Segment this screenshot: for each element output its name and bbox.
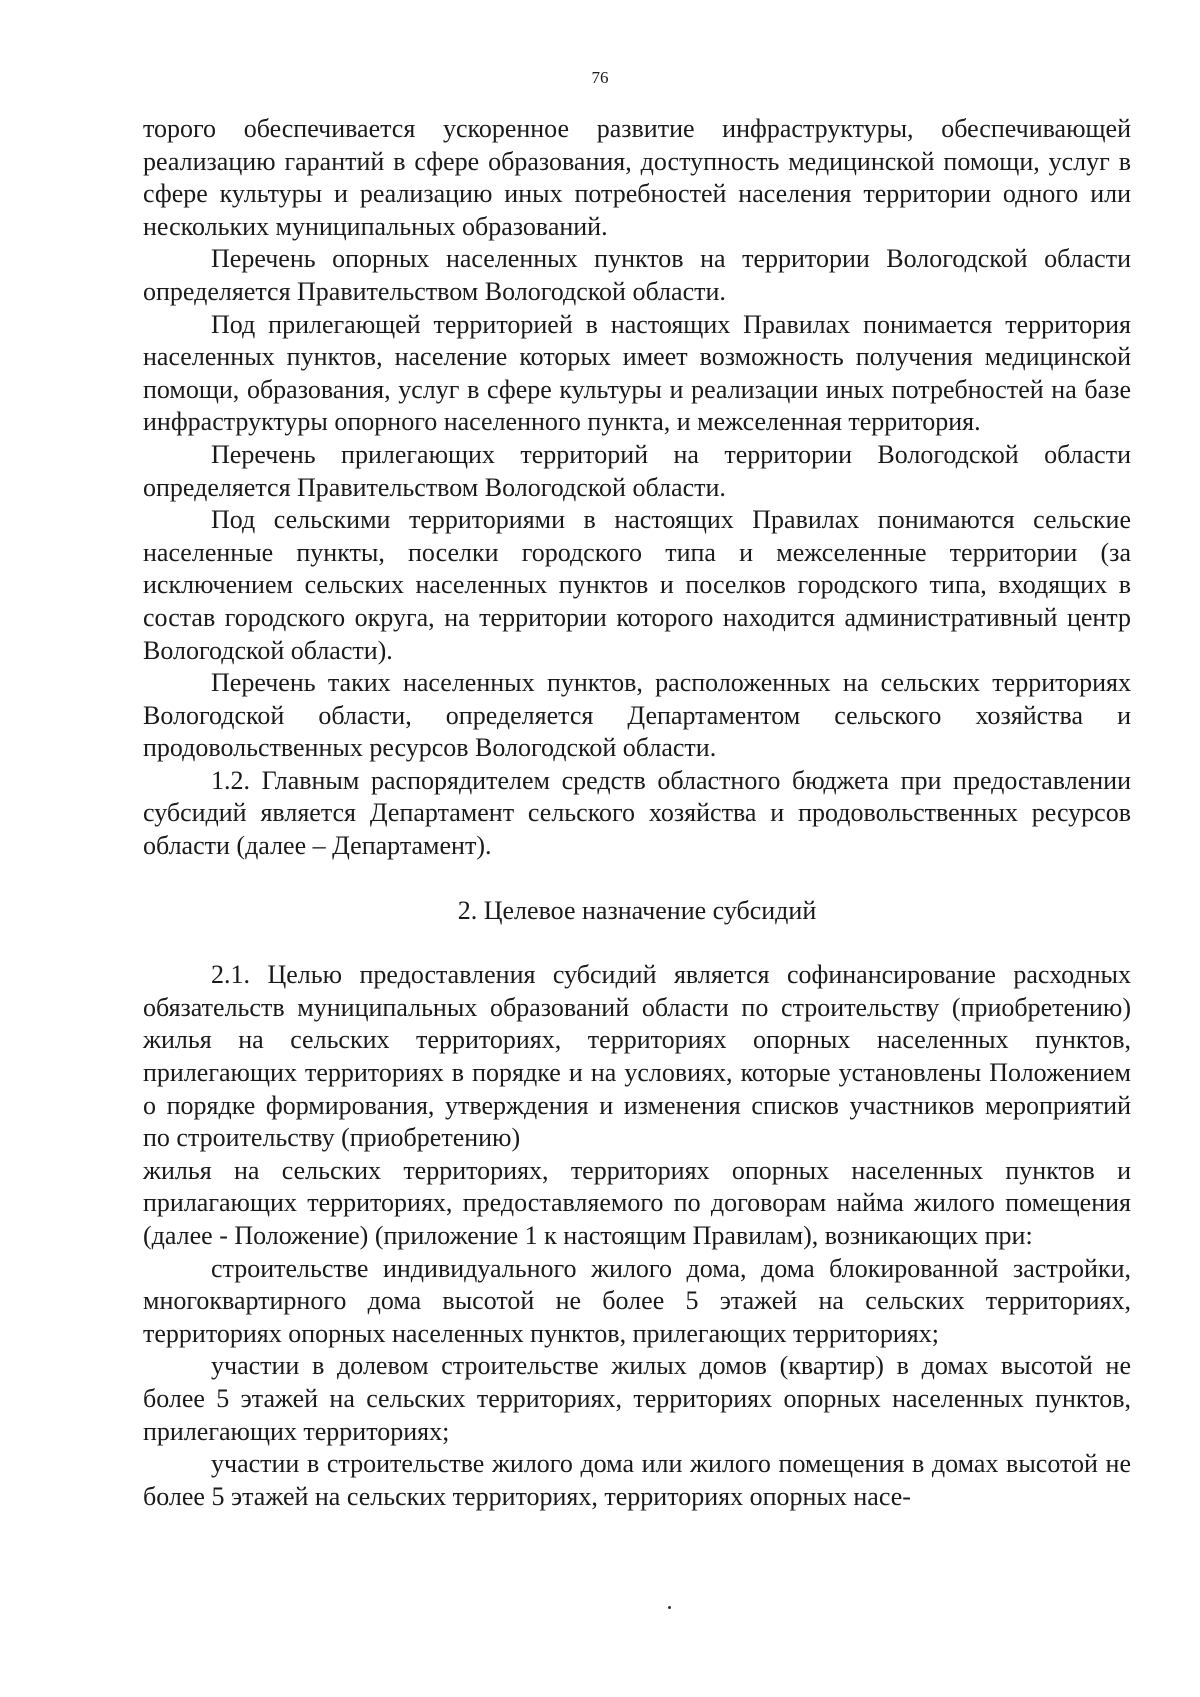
paragraph-1-2: 1.2. Главным распорядителем средств областного бюджета при предоставлении субсидий является Департамент сельского хозяйства и продовольственных ресурсов области (далее – Департамент). [143, 765, 1131, 861]
section-heading: 2. Целевое назначение субсидий [457, 895, 817, 925]
paragraph-adjacent-territory-list: Перечень прилегающих территорий на территории Вологодской области определяется Правительством Вологодской области. [143, 439, 1131, 502]
scan-speck [668, 1606, 671, 1609]
list-item-shared-construction: участии в долевом строительстве жилых домов (квартир) в домах высотой не более 5 этажей на сельских территориях, территориях опорных населенных пунктов, прилегающих территориях; [143, 1351, 1131, 1446]
paragraph-support-settlements: Перечень опорных населенных пунктов на территории Вологодской области определяется Правительством Вологодской области. [143, 244, 1131, 306]
list-item-construction: строительстве индивидуального жилого дома, дома блокированной застройки, многоквартирного дома высотой не более 5 этажей на сельских территориях, территориях опорных населенных пунктов, прилегающих территориях; [143, 1253, 1131, 1348]
page-number: 76 [591, 68, 609, 87]
paragraph-rural-settlements-list: Перечень таких населенных пунктов, расположенных на сельских территориях Вологодской области, определяется Департаментом сельского хозяйства и продовольственных ресурсов Вологодской области. [143, 668, 1131, 763]
paragraph-adjacent-territory-definition: Под прилегающей территорией в настоящих Правилах понимается территория населенных пунктов, население которых имеет возможность получения медицинской помощи, образования, услуг в сфере культуры и реализации иных потребностей на базе инфраструктуры опорного населенного пункта, и межселенная территория. [143, 309, 1131, 437]
paragraph-2-1-continuation: жилья на сельских территориях, территориях опорных населенных пунктов и прилагающих территориях, предоставляемого по договорам найма жилого помещения (далее - Положение) (приложение 1 к настоящим Правилам), возникающих при: [143, 1155, 1131, 1250]
paragraph-2-1: 2.1. Целью предоставления субсидий является софинансирование расходных обязательств муниципальных образований области по строительству (приобретению) жилья на сельских территориях, территориях опорных населенных пунктов, прилегающих территориях в порядке и на условиях, которые установлены Положением о порядке формирования, утверждения и изменения списков участников мероприятий по строительству (приобретению) [143, 960, 1131, 1153]
paragraph-rural-territory-definition: Под сельскими территориями в настоящих Правилах понимаются сельские населенные пункты, поселки городского типа и межселенные территории (за исключением сельских населенных пунктов и поселков городского типа, входящих в состав городского округа, на территории которого находится административный центр Вологодской области). [143, 505, 1131, 665]
list-item-participation: участии в строительстве жилого дома или жилого помещения в домах высотой не более 5 этажей на сельских территориях, территориях опорных насе- [143, 1449, 1131, 1511]
paragraph-continuation: торого обеспечивается ускоренное развитие инфраструктуры, обеспечивающей реализацию гарантий в сфере образования, доступность медицинской помощи, услуг в сфере культуры и реализацию иных потребностей населения территории одного или нескольких муниципальных образований. [143, 114, 1131, 241]
document-body [143, 113, 1131, 1513]
